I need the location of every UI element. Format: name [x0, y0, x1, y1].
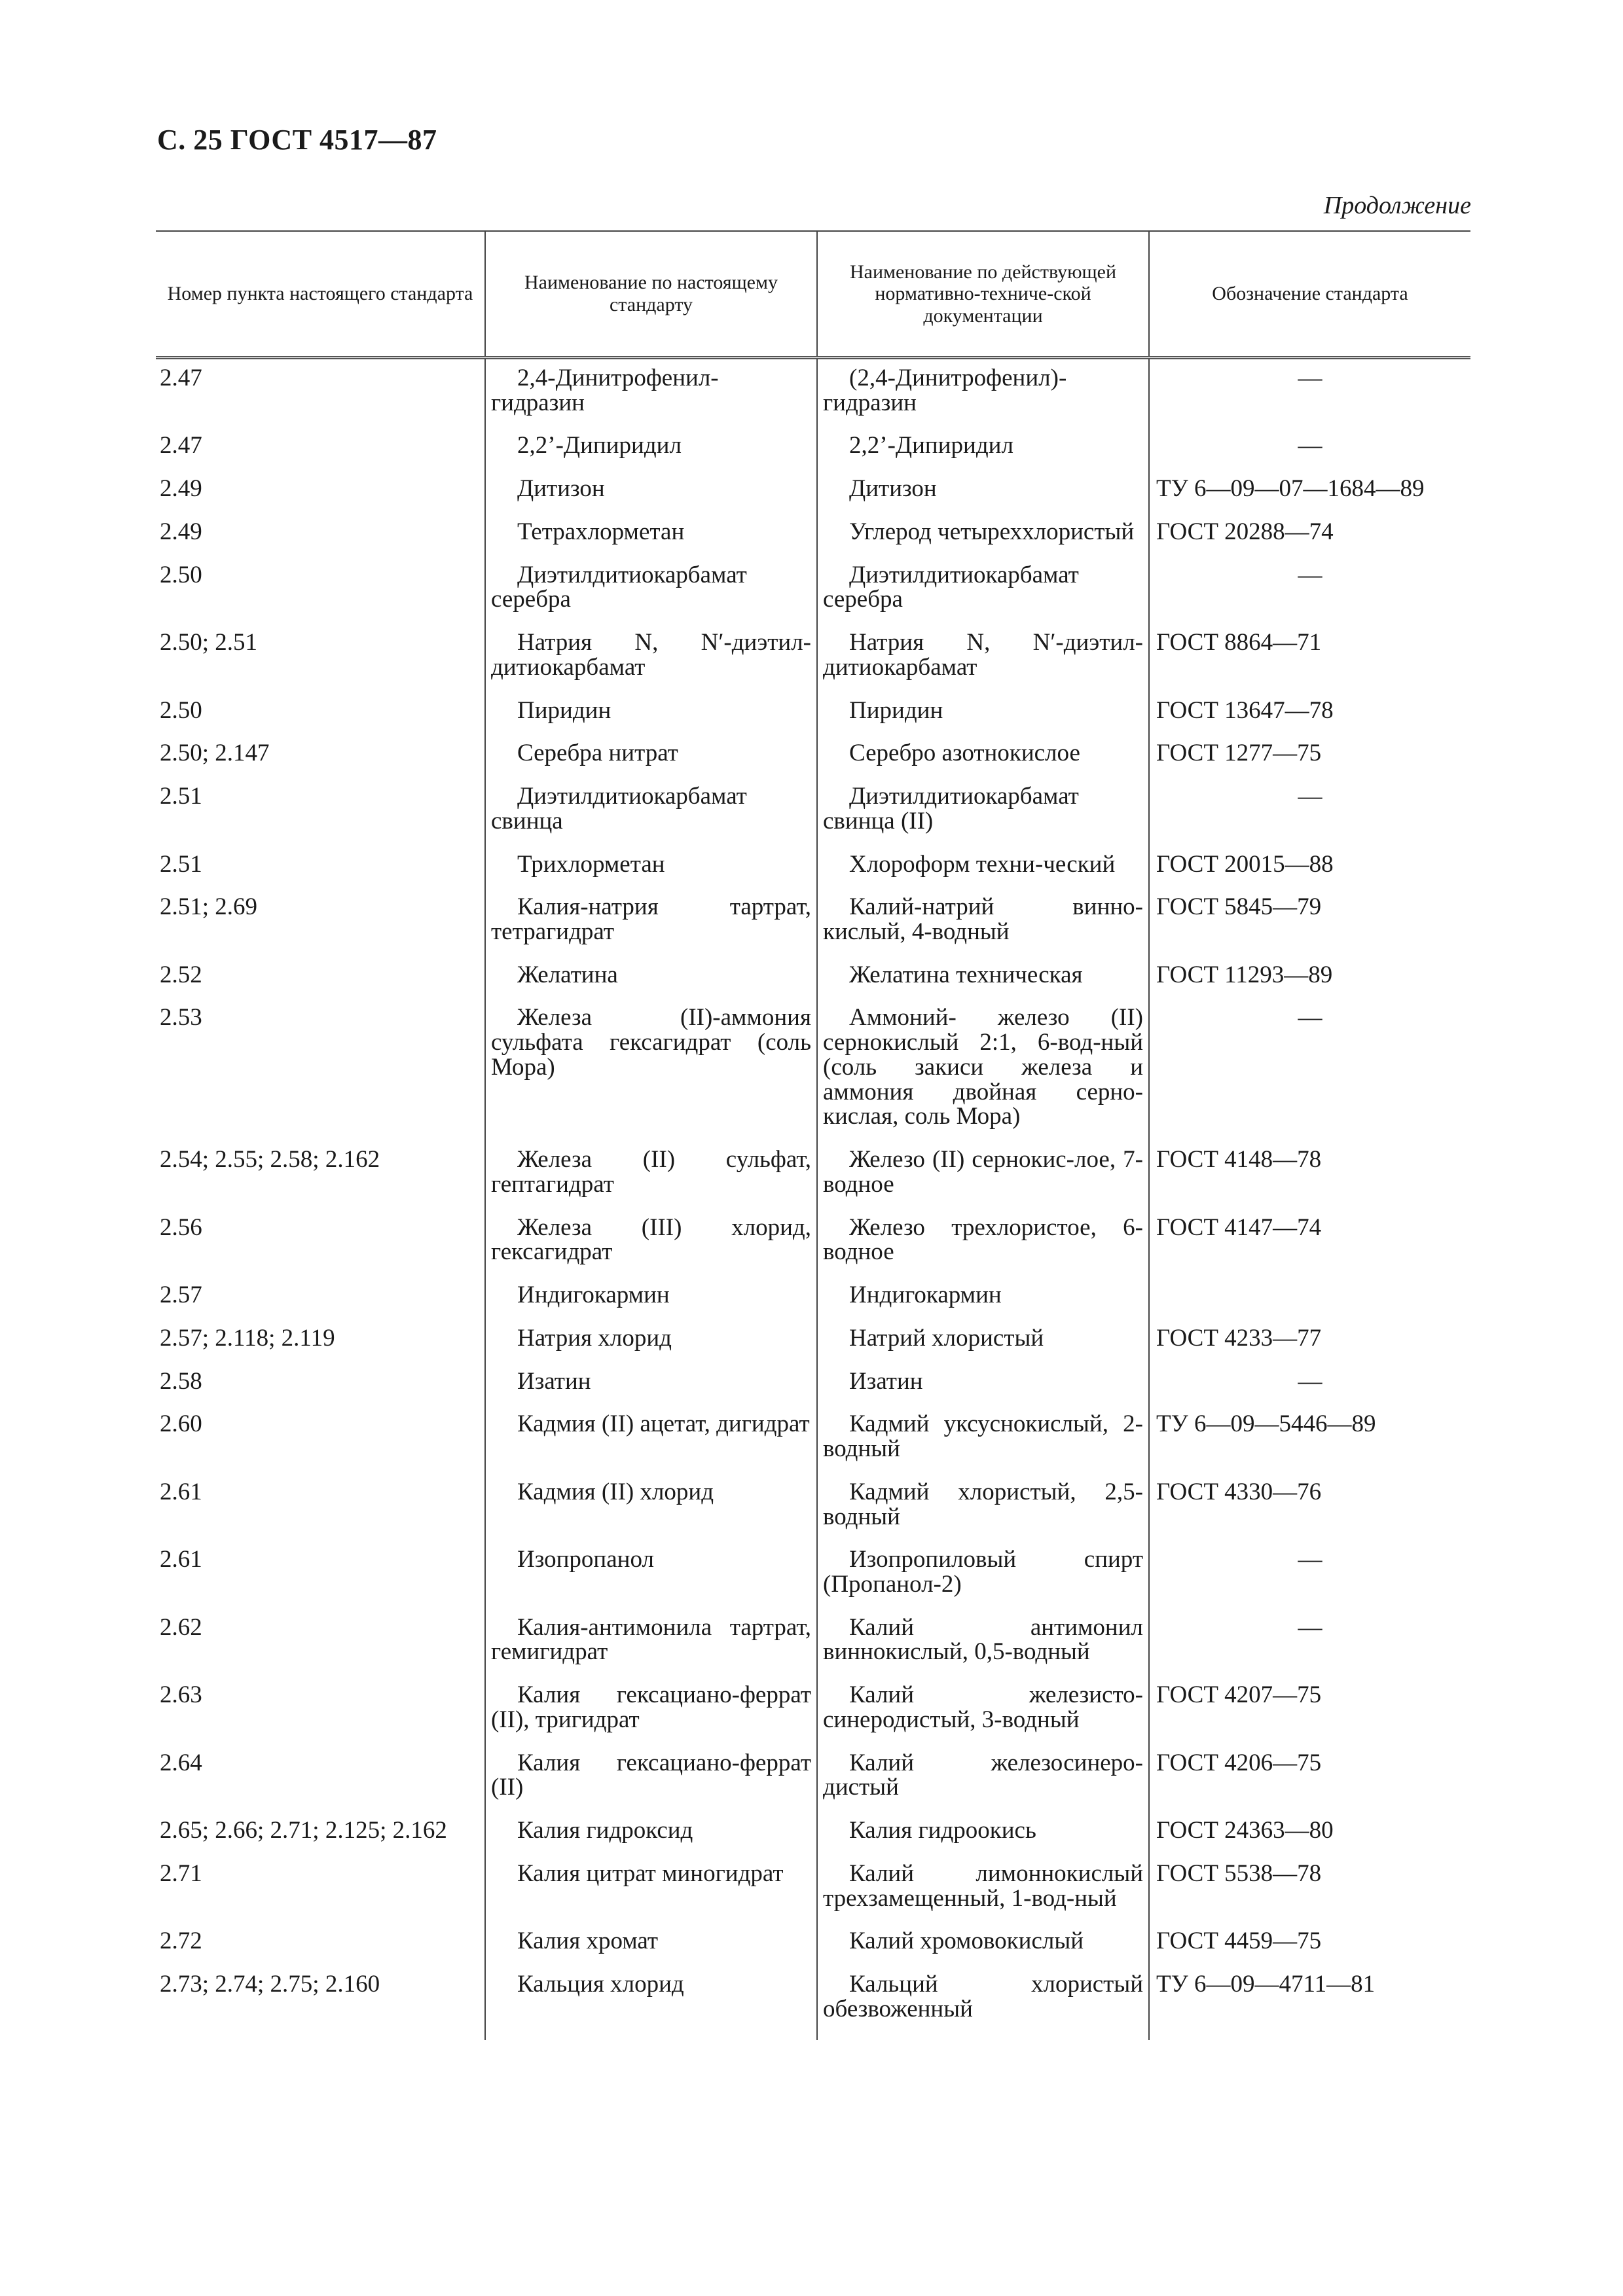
clause-number-cell: 2.50; 2.147 [160, 740, 270, 767]
clause-number-cell: 2.50 [160, 561, 202, 588]
doc-name-cell: Натрий хлористый [817, 1319, 1149, 1363]
doc-name-cell: Аммоний- железо (II) сернокислый 2:1, 6-вод-ный (соль закиси железа и аммония двойная серно-кислая, соль Мора) [817, 999, 1149, 1141]
clause-number-cell: 2.53 [160, 1004, 202, 1031]
table-row [156, 1405, 1470, 1473]
standard-cell: — [1149, 358, 1470, 427]
header-clause-number: Номер пункта настоящего стандарта [156, 231, 485, 358]
header-name-current-docs: Наименование по действующей нормативно-техниче-ской документации [817, 231, 1149, 358]
standard-cell: ТУ 6—09—07—1684—89 [1149, 470, 1470, 513]
table-row [156, 1541, 1470, 1608]
clause-number-cell: 2.65; 2.66; 2.71; 2.125; 2.162 [160, 1817, 447, 1844]
standard-cell: ГОСТ 11293—89 [1149, 956, 1470, 999]
name-cell: Желатина [485, 956, 817, 999]
standard-cell: ГОСТ 4459—75 [1149, 1922, 1470, 1965]
doc-name-cell: Углерод четыреххлористый [817, 513, 1149, 556]
clause-number-cell: 2.62 [160, 1613, 202, 1641]
name-cell: Калия хромат [485, 1922, 817, 1965]
doc-name-cell: Изопропиловый спирт (Пропанол-2) [817, 1541, 1149, 1608]
doc-name-cell: Кадмий уксуснокислый, 2-водный [817, 1405, 1149, 1473]
table-row [156, 1965, 1470, 2039]
table-row [156, 1922, 1470, 1965]
standard-cell: ГОСТ 1277—75 [1149, 734, 1470, 778]
clause-number-cell: 2.58 [160, 1367, 202, 1395]
table-row [156, 956, 1470, 999]
standard-cell: — [1149, 427, 1470, 470]
table-row [156, 358, 1470, 427]
standard-cell: ГОСТ 4233—77 [1149, 1319, 1470, 1363]
name-cell: Натрия N, N′-диэтил-дитиокарбамат [485, 624, 817, 691]
doc-name-cell: Диэтилдитиокарбамат серебра [817, 556, 1149, 624]
table-row [156, 999, 1470, 1141]
table-body [156, 358, 1470, 2040]
table-row [156, 692, 1470, 735]
standard-cell: ГОСТ 13647—78 [1149, 692, 1470, 735]
doc-name-cell: Желатина техническая [817, 956, 1149, 999]
clause-number-cell: 2.61 [160, 1546, 202, 1573]
doc-name-cell: (2,4-Динитрофенил)-гидразин [817, 358, 1149, 427]
clause-number-cell: 2.49 [160, 475, 202, 503]
table-row [156, 1609, 1470, 1676]
name-cell: Калия гексациано-феррат (II) [485, 1744, 817, 1812]
clause-number-cell: 2.47 [160, 365, 202, 391]
table-row [156, 1812, 1470, 1855]
header-standard-designation: Обозначение стандарта [1149, 231, 1470, 358]
clause-number-cell: 2.51 [160, 783, 202, 810]
name-cell: Трихлорметан [485, 846, 817, 889]
clause-number-cell: 2.50 [160, 696, 202, 724]
clause-number-cell: 2.57; 2.118; 2.119 [160, 1324, 335, 1352]
table-row [156, 778, 1470, 845]
table-row [156, 1276, 1470, 1319]
standard-cell: ГОСТ 4330—76 [1149, 1473, 1470, 1541]
doc-name-cell: Кальций хлористый обезвоженный [817, 1965, 1149, 2039]
standard-cell: ГОСТ 4206—75 [1149, 1744, 1470, 1812]
clause-number-cell: 2.73; 2.74; 2.75; 2.160 [160, 1971, 380, 1998]
standard-cell: ГОСТ 5538—78 [1149, 1855, 1470, 1922]
doc-name-cell: Калий хромовокислый [817, 1922, 1149, 1965]
doc-name-cell: Калий лимоннокислый трехзамещенный, 1-вод-ный [817, 1855, 1149, 1922]
name-cell: Серебра нитрат [485, 734, 817, 778]
standard-cell: ГОСТ 20288—74 [1149, 513, 1470, 556]
standard-cell: ГОСТ 20015—88 [1149, 846, 1470, 889]
name-cell: 2,4-Динитрофенил-гидразин [485, 358, 817, 427]
name-cell: Калия цитрат миногидрат [485, 1855, 817, 1922]
doc-name-cell: Железо трехлористое, 6-водное [817, 1209, 1149, 1276]
doc-name-cell: Изатин [817, 1363, 1149, 1406]
table-row [156, 624, 1470, 691]
standard-cell: — [1149, 1363, 1470, 1406]
table-row [156, 1141, 1470, 1208]
name-cell: Изопропанол [485, 1541, 817, 1608]
table-row [156, 888, 1470, 956]
table-row [156, 1209, 1470, 1276]
standard-cell: — [1149, 999, 1470, 1141]
doc-name-cell: Железо (II) сернокис-лое, 7-водное [817, 1141, 1149, 1208]
standard-cell: ГОСТ 4148—78 [1149, 1141, 1470, 1208]
table-row [156, 1363, 1470, 1406]
clause-number-cell: 2.56 [160, 1213, 202, 1241]
clause-number-cell: 2.57 [160, 1282, 202, 1309]
doc-name-cell: 2,2’-Дипиридил [817, 427, 1149, 470]
table-row [156, 734, 1470, 778]
name-cell: Изатин [485, 1363, 817, 1406]
clause-number-cell: 2.49 [160, 518, 202, 545]
name-cell: Железа (III) хлорид, гексагидрат [485, 1209, 817, 1276]
doc-name-cell: Хлороформ техни-ческий [817, 846, 1149, 889]
table-row [156, 1676, 1470, 1744]
continuation-label: Продолжение [1323, 192, 1471, 219]
doc-name-cell: Натрия N, N′-диэтил-дитиокарбамат [817, 624, 1149, 691]
page-header: С. 25 ГОСТ 4517—87 [157, 124, 437, 156]
clause-number-cell: 2.51; 2.69 [160, 893, 258, 921]
table-row [156, 427, 1470, 470]
standard-cell [1149, 1276, 1470, 1319]
name-cell: 2,2’-Дипиридил [485, 427, 817, 470]
table-row [156, 1744, 1470, 1812]
standard-cell: — [1149, 556, 1470, 624]
standard-cell: ГОСТ 4147—74 [1149, 1209, 1470, 1276]
clause-number-cell: 2.47 [160, 432, 202, 459]
name-cell: Индигокармин [485, 1276, 817, 1319]
name-cell: Калия гидроксид [485, 1812, 817, 1855]
table-header-row [156, 231, 1470, 358]
table-row [156, 470, 1470, 513]
table-row [156, 556, 1470, 624]
clause-number-cell: 2.52 [160, 961, 202, 988]
standard-cell: ГОСТ 4207—75 [1149, 1676, 1470, 1744]
clause-number-cell: 2.72 [160, 1928, 202, 1955]
name-cell: Диэтилдитиокарбамат серебра [485, 556, 817, 624]
table-row [156, 1855, 1470, 1922]
table-row [156, 1319, 1470, 1363]
doc-name-cell: Пиридин [817, 692, 1149, 735]
name-cell: Кальция хлорид [485, 1965, 817, 2039]
doc-name-cell: Калий железисто-синеродистый, 3-водный [817, 1676, 1149, 1744]
clause-number-cell: 2.63 [160, 1681, 202, 1709]
standard-cell: — [1149, 778, 1470, 845]
doc-name-cell: Индигокармин [817, 1276, 1149, 1319]
table-row [156, 846, 1470, 889]
table-row [156, 1473, 1470, 1541]
name-cell: Дитизон [485, 470, 817, 513]
standard-cell: ГОСТ 24363—80 [1149, 1812, 1470, 1855]
doc-name-cell: Калия гидроокись [817, 1812, 1149, 1855]
name-cell: Натрия хлорид [485, 1319, 817, 1363]
name-cell: Железа (II)-аммония сульфата гексагидрат (соль Мора) [485, 999, 817, 1141]
table-row [156, 513, 1470, 556]
clause-number-cell: 2.54; 2.55; 2.58; 2.162 [160, 1146, 380, 1174]
standard-cell: ГОСТ 8864—71 [1149, 624, 1470, 691]
clause-number-cell: 2.64 [160, 1749, 202, 1776]
name-cell: Железа (II) сульфат, гептагидрат [485, 1141, 817, 1208]
doc-name-cell: Калий железосинеро-дистый [817, 1744, 1149, 1812]
name-cell: Диэтилдитиокарбамат свинца [485, 778, 817, 845]
doc-name-cell: Дитизон [817, 470, 1149, 513]
clause-number-cell: 2.60 [160, 1410, 202, 1438]
standards-table [156, 230, 1470, 2040]
header-name-this-standard: Наименование по настоящему стандарту [485, 231, 817, 358]
clause-number-cell: 2.61 [160, 1478, 202, 1505]
clause-number-cell: 2.51 [160, 850, 202, 878]
name-cell: Калия-натрия тартрат, тетрагидрат [485, 888, 817, 956]
name-cell: Калия гексациано-феррат (II), тригидрат [485, 1676, 817, 1744]
standard-cell: ТУ 6—09—4711—81 [1149, 1965, 1470, 2039]
doc-name-cell: Диэтилдитиокарбамат свинца (II) [817, 778, 1149, 845]
standard-cell: — [1149, 1609, 1470, 1676]
name-cell: Пиридин [485, 692, 817, 735]
name-cell: Кадмия (II) ацетат, дигидрат [485, 1405, 817, 1473]
clause-number-cell: 2.50; 2.51 [160, 629, 258, 656]
name-cell: Калия-антимонила тартрат, гемигидрат [485, 1609, 817, 1676]
name-cell: Кадмия (II) хлорид [485, 1473, 817, 1541]
doc-name-cell: Калий антимонил виннокислый, 0,5-водный [817, 1609, 1149, 1676]
doc-name-cell: Калий-натрий винно-кислый, 4-водный [817, 888, 1149, 956]
clause-number-cell: 2.71 [160, 1859, 202, 1887]
standard-cell: ТУ 6—09—5446—89 [1149, 1405, 1470, 1473]
standard-cell: ГОСТ 5845—79 [1149, 888, 1470, 956]
doc-name-cell: Кадмий хлористый, 2,5-водный [817, 1473, 1149, 1541]
name-cell: Тетрахлорметан [485, 513, 817, 556]
doc-name-cell: Серебро азотнокислое [817, 734, 1149, 778]
standard-cell: — [1149, 1541, 1470, 1608]
